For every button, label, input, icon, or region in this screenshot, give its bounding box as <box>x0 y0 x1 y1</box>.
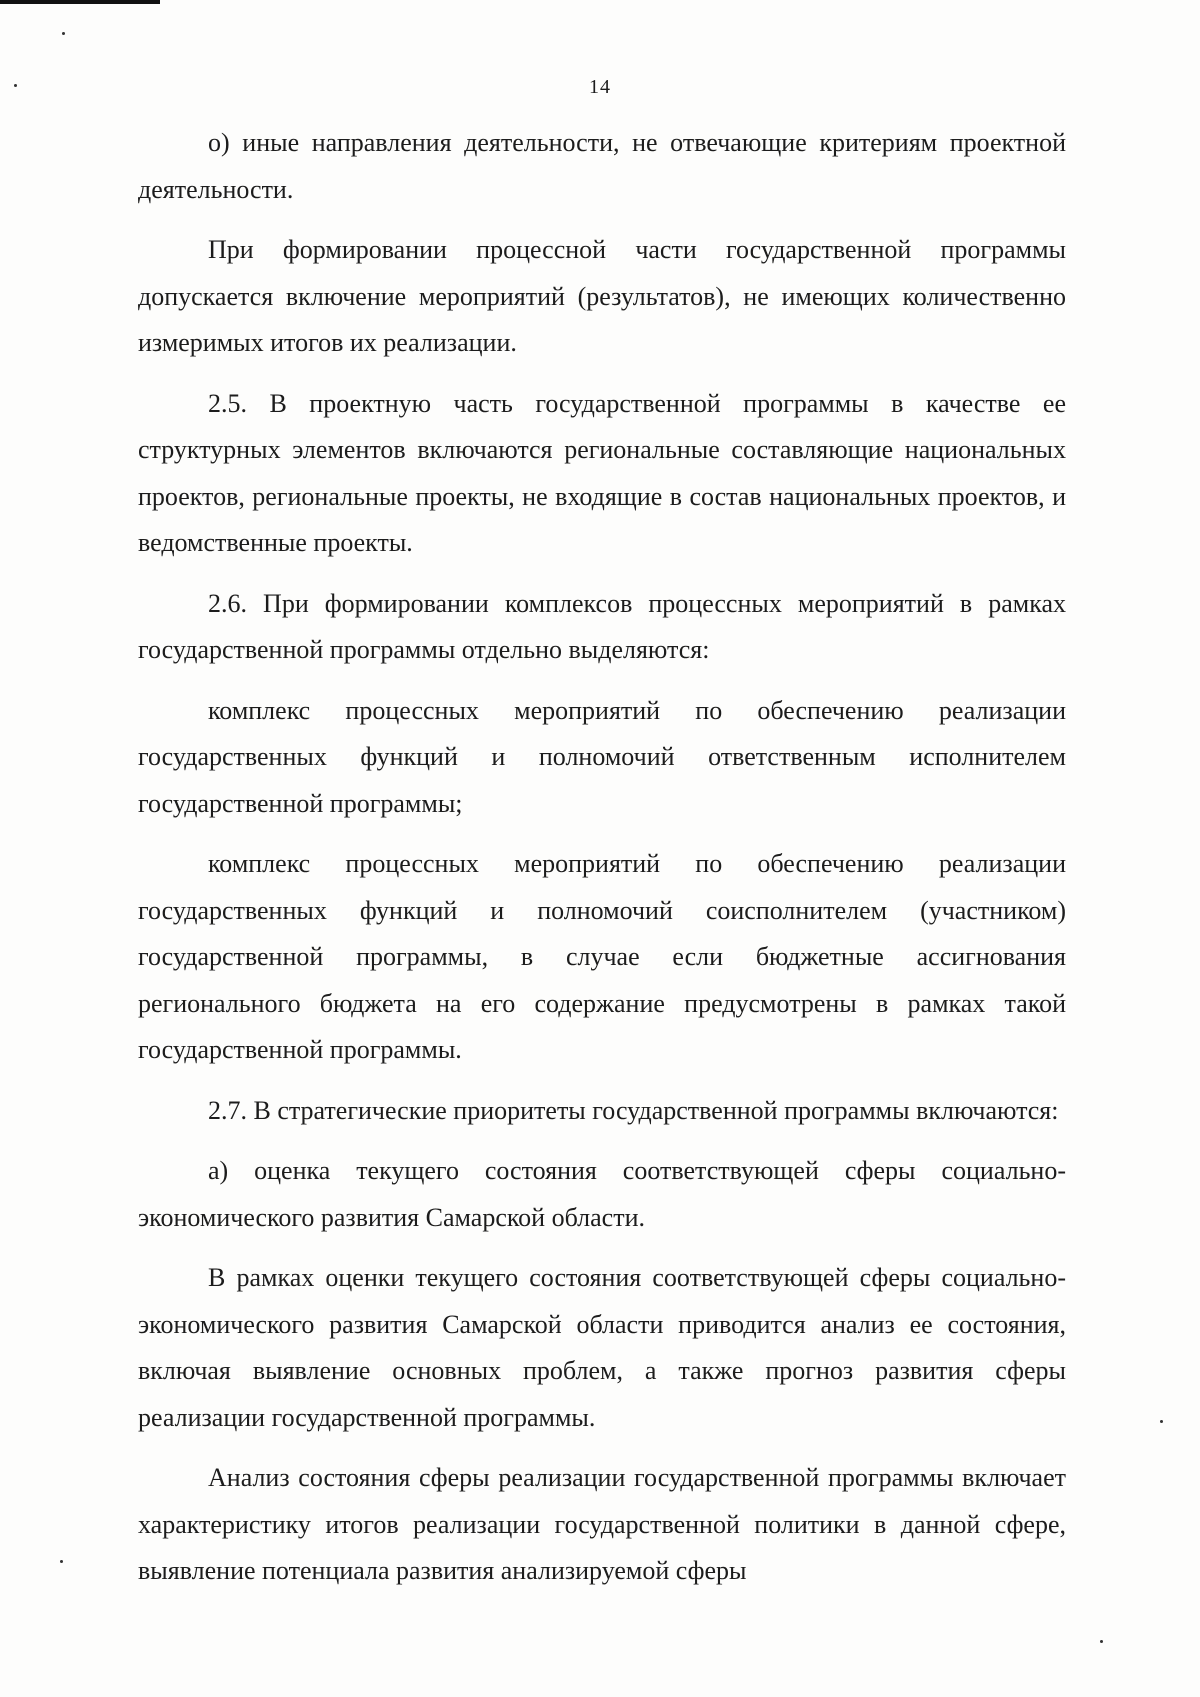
paragraph-item-o: о) иные направления деятельности, не отвечающие критериям проектной деятельности. <box>138 128 1066 204</box>
paragraph-assessment: В рамках оценки текущего состояния соответствующей сферы социально-экономического развития Самарской области приводится анализ ее состояния, включая выявление основных проблем, а также прогноз развития сферы реализации государственной программы. <box>138 1263 1066 1432</box>
paragraph-item-a: а) оценка текущего состояния соответствующей сферы социально-экономического развития Самарской области. <box>138 1156 1066 1232</box>
scan-speck <box>62 32 65 35</box>
document-body <box>138 120 1066 1595</box>
paragraph-complex-responsible: комплекс процессных мероприятий по обеспечению реализации государственных функций и полномочий ответственным исполнителем государственной программы; <box>138 695 1066 818</box>
paragraph-analysis: Анализ состояния сферы реализации государственной программы включает характеристику итогов реализации государственной политики в данной сфере, выявление потенциала развития анализируемой сферы <box>138 1463 1066 1585</box>
scan-speck <box>1100 1640 1103 1643</box>
page-number: 14 <box>589 76 611 98</box>
scan-speck <box>1160 1420 1163 1423</box>
paragraph-process-part: При формировании процессной части государственной программы допускается включение мероприятий (результатов), не имеющих количественно измеримых итогов их реализации. <box>138 235 1066 357</box>
paragraph-2-5: 2.5. В проектную часть государственной программы в качестве ее структурных элементов включаются региональные составляющие национальных проектов, региональные проекты, не входящие в состав национальных проектов, и ведомственные проекты. <box>138 388 1066 557</box>
scan-speck <box>60 1560 63 1563</box>
paragraph-complex-coexecutor: комплекс процессных мероприятий по обеспечению реализации государственных функций и полномочий соисполнителем (участником) государственной программы, в случае если бюджетные ассигнования регионального бюджета на его содержание предусмотрены в рамках такой государственной программы. <box>138 849 1066 1064</box>
paragraph-2-6: 2.6. При формировании комплексов процессных мероприятий в рамках государственной программы отдельно выделяются: <box>138 588 1066 664</box>
scan-artifact-line <box>0 0 160 4</box>
paragraph-2-7: 2.7. В стратегические приоритеты государственной программы включаются: <box>208 1095 1059 1125</box>
